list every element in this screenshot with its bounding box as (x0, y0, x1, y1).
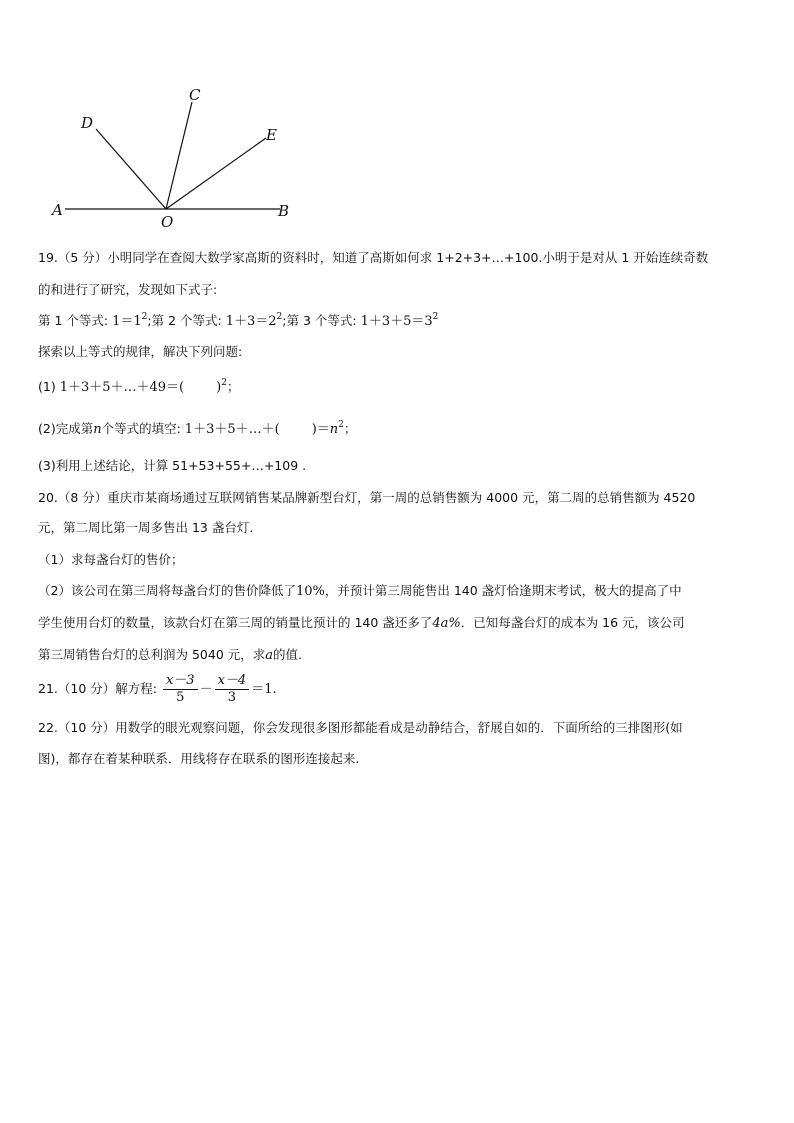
q19-eq1: $1=1^2$ (112, 312, 148, 329)
ray-od (96, 129, 166, 209)
q19-part2-n: n (93, 422, 102, 437)
q20-part2-line3: 第三周销售台灯的总利润为 5040 元，求a的值. (38, 647, 303, 663)
label-d: D (81, 114, 94, 132)
angle-figure (50, 80, 300, 230)
q22-line1: 22.（10 分）用数学的眼光观察问题，你会发现很多图形都能看成是动静结合，舒展自如的．下面所给的三排图形(如 (38, 720, 683, 735)
q19-equations (38, 312, 756, 331)
q19-part2-label: (2)完成第 (38, 421, 94, 436)
q19-part1-label: (1) (38, 379, 56, 394)
q19-part2: (2)完成第n个等式的填空: 1＋3＋5＋…＋( )$=n^2$； (38, 420, 357, 437)
label-b: B (278, 202, 290, 220)
q19-line2: 的和进行了研究，发现如下式子: (38, 282, 218, 297)
q20-line1: 20.（8 分）重庆市某商场通过互联网销售某品牌新型台灯，第一周的总销售额为 4000 元，第二周的总销售额为 4520 (38, 490, 696, 505)
q19-part1: (1) 1＋3＋5＋…＋49＝( )$^2$； (38, 378, 240, 395)
q20-line2: 元，第二周比第一周多售出 13 盏台灯. (38, 520, 254, 535)
q19-line1: 19.（5 分）小明同学在查阅大数学家高斯的资料时，知道了高斯如何求 1+2+3+…+100.小明于是对从 1 开始连续奇数 (38, 250, 709, 265)
q19-intro: 探索以上等式的规律，解决下列问题: (38, 344, 243, 359)
q20-part2-line2: 学生使用台灯的数量，该款台灯在第三周的销量比预计的 140 盏还多了4a%．已知每盏台灯的成本为 16 元，该公司 (38, 615, 685, 631)
label-o: O (161, 213, 174, 230)
q19-eq2: $1+3=2^2$ (225, 312, 283, 329)
q19-eq3-label: ;第 3 个等式: (282, 313, 357, 328)
q20-part1: （1）求每盏台灯的售价； (38, 552, 184, 567)
q21-label: 21.（10 分）解方程: (38, 681, 157, 696)
q21-line (38, 672, 756, 707)
q19-part2-expr: 1＋3＋5＋…＋( )$=n^2$ (184, 420, 344, 437)
q19-part1-expr: 1＋3＋5＋…＋49＝( )$^2$ (59, 378, 227, 395)
label-c: C (189, 86, 201, 104)
label-a: A (52, 201, 63, 219)
q19-eq1-label: 第 1 个等式: (38, 313, 109, 328)
q21-equation: $\frac{x-3}{5}$ － $\frac{x-4}{3}$ ＝1. (161, 682, 277, 697)
q19-part3: (3)利用上述结论，计算 51+53+55+…+109 . (38, 458, 307, 473)
label-e: E (266, 126, 277, 144)
q19-eq2-label: ;第 2 个等式: (147, 313, 222, 328)
q19-part2-mid: 个等式的填空: (101, 421, 181, 436)
q19-eq3: $1+3+5=3^2$ (360, 312, 439, 329)
q22-line2: 图)，都存在着某种联系．用线将存在联系的图形连接起来. (38, 751, 360, 766)
q20-part2-line1: （2）该公司在第三周将每盏台灯的售价降低了10%，并预计第三周能售出 140 盏灯恰逢期末考试，极大的提高了中 (38, 583, 682, 599)
